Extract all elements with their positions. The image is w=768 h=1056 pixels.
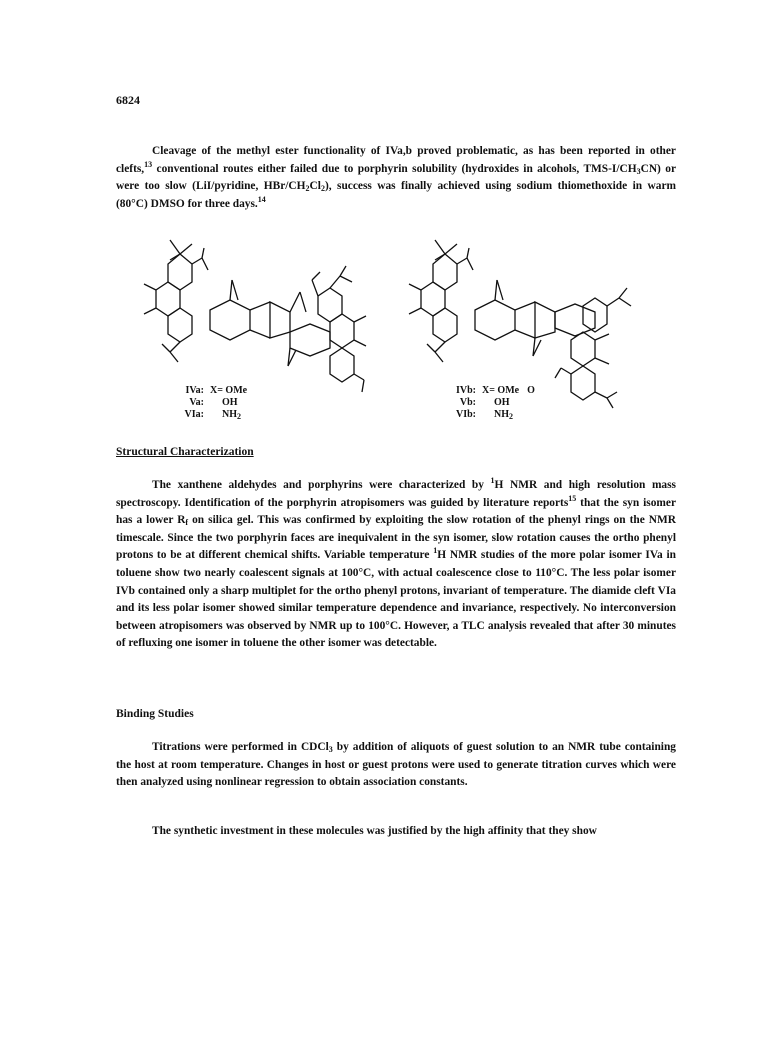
porphyrin-structures-figure <box>140 232 640 442</box>
structure-right <box>409 240 631 408</box>
paragraph-binding-studies: Titrations were performed in CDCl$_3$ by addition of aliquots of guest solution to an NMR tube containing the host at room temperature. Changes in host or guest protons were used to generate titration curves which were then analyzed using nonlinear regression to obtain association constants. <box>116 741 676 789</box>
structure-left <box>144 240 366 392</box>
heading-structural-characterization: Structural Characterization <box>116 446 254 458</box>
legend-left: IVa: X= OMe Va: OH VIa: $NH_2$ <box>184 385 248 421</box>
page-number: 6824 <box>116 93 140 107</box>
legend-right: IVb: X= OMe O Vb: OH VIb: $NH_2$ <box>455 385 535 421</box>
paragraph-structural-characterization: The xanthene aldehydes and porphyrins were characterized by $^1$H NMR and high resolution mass spectroscopy. Identification of the porphyrin atropisomers was guided by literature reports$^{15}$ that the syn isomer has a lower $R_f$ on silica gel. This was confirmed by exploiting the slow rotation of the phenyl rings on the NMR timescale. Since the two porphyrin faces are inequivalent in the syn isomer, slow rotation causes the ortho phenyl protons to be at different chemical shifts. Variable temperature $^1$H NMR studies of the more polar isomer IVa in toluene show two nearly coalescent signals at 100°C, with actual coalescence close to 110°C. The less polar isomer IVb contained only a sharp multiplet for the ortho phenyl protons, invariant of temperature. The diamide cleft VIa and its less polar isomer showed similar temperature dependence and invariance, respectively. No interconversion between atropisomers was observed by NMR up to 100°C. However, a TLC analysis revealed that after 30 minutes of refluxing one isomer in toluene the other isomer was detectable. <box>116 476 676 650</box>
heading-binding-studies: Binding Studies <box>116 708 194 720</box>
paragraph-synthetic-investment: The synthetic investment in these molecules was justified by the high affinity that they show <box>152 825 597 837</box>
paragraph-ester-cleavage: Cleavage of the methyl ester functionality of IVa,b proved problematic, as has been reported in other clefts,$^{13}$ conventional routes either failed due to porphyrin solubility (hydroxides in alcohols, TMS-$I/CH_3CN$) or were too slow (LiI/pyridine, HBr/$CH_2Cl_2$), success was finally achieved using sodium thiomethoxide in warm (80°C) DMSO for three days.$^{14}$ <box>116 145 676 210</box>
